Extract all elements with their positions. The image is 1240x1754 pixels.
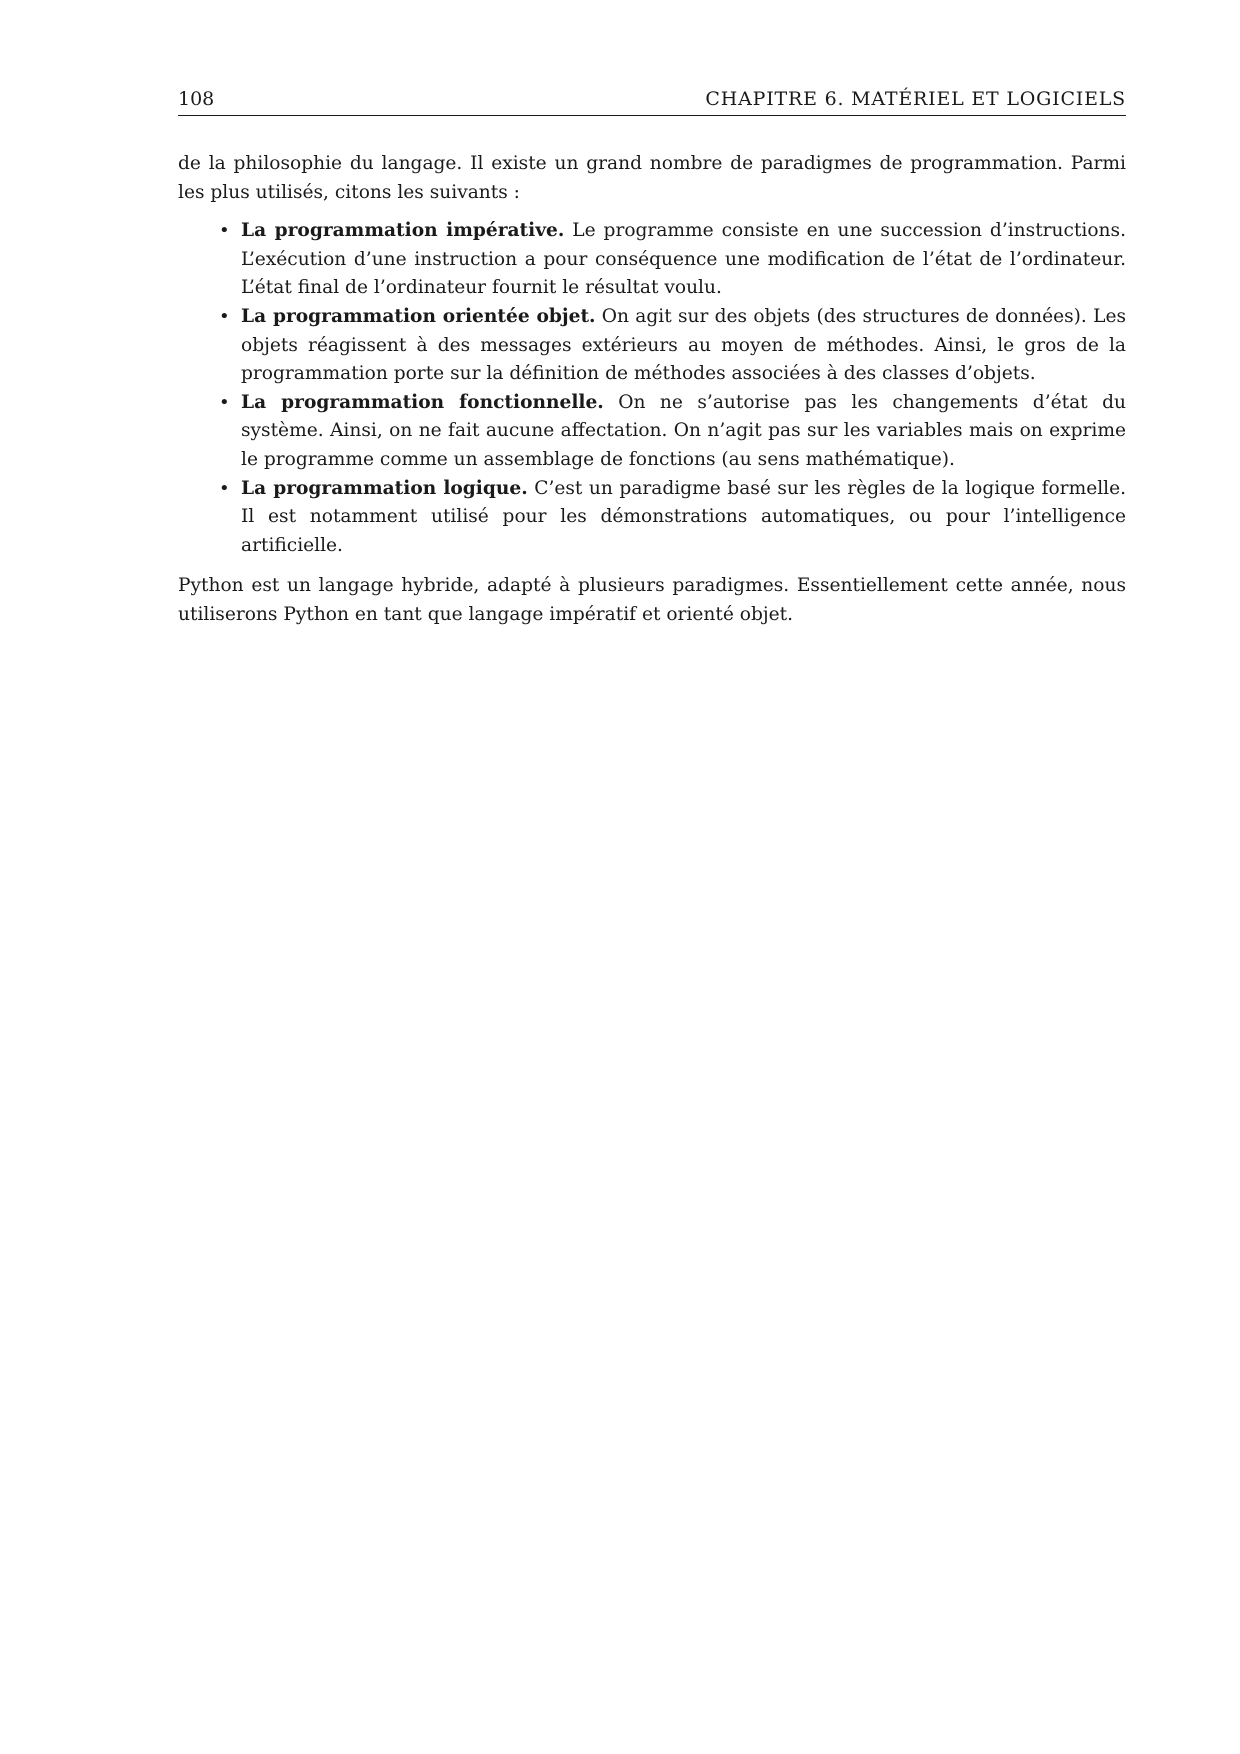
bullet-icon: •	[219, 220, 230, 242]
list-item	[219, 303, 1126, 389]
list-item	[219, 217, 1126, 303]
item-text: On agit sur des objets (des structures de données). Les objets réagissent à des messages extérieurs au moyen de méthodes. Ainsi, le gros de la programmation porte sur la définition de méthodes associées à des classes d’objets.	[241, 305, 1126, 385]
chapter-title: CHAPITRE 6. MATÉRIEL ET LOGICIELS	[705, 88, 1126, 110]
item-term: La programmation impérative.	[241, 220, 565, 242]
closing-paragraph: Python est un langage hybride, adapté à plusieurs paradigmes. Essentiellement cette année, nous utiliserons Python en tant que langage impératif et orienté objet.	[178, 575, 1126, 625]
item-text: Le programme consiste en une succession d’instructions. L’exécution d’une instruction a pour conséquence une modification de l’état de l’ordinateur. L’état final de l’ordinateur fournit le résultat voulu.	[241, 220, 1126, 299]
item-term: La programmation orientée objet.	[241, 305, 596, 327]
bullet-icon: •	[219, 477, 230, 499]
document-page	[178, 86, 1126, 630]
paradigm-list	[178, 217, 1126, 560]
intro-paragraph: de la philosophie du langage. Il existe un grand nombre de paradigmes de programmation. Parmi les plus utilisés, citons les suivants :	[178, 153, 1126, 203]
list-item	[219, 389, 1126, 475]
item-term: La programmation logique.	[241, 477, 528, 499]
item-text: C’est un paradigme basé sur les règles de la logique formelle. Il est notamment utilisé pour les démonstrations automatiques, ou pour l’intelligence artificielle.	[241, 477, 1127, 556]
item-term: La programmation fonctionnelle.	[241, 391, 604, 413]
page-number: 108	[178, 88, 215, 110]
list-item	[219, 475, 1127, 561]
bullet-icon: •	[219, 305, 230, 327]
bullet-icon: •	[219, 391, 230, 413]
running-header	[178, 86, 1126, 116]
item-text: On ne s’autorise pas les changements d’état du système. Ainsi, on ne fait aucune affectation. On n’agit pas sur les variables mais on exprime le programme comme un assemblage de fonctions (au sens mathématique).	[241, 391, 1126, 470]
